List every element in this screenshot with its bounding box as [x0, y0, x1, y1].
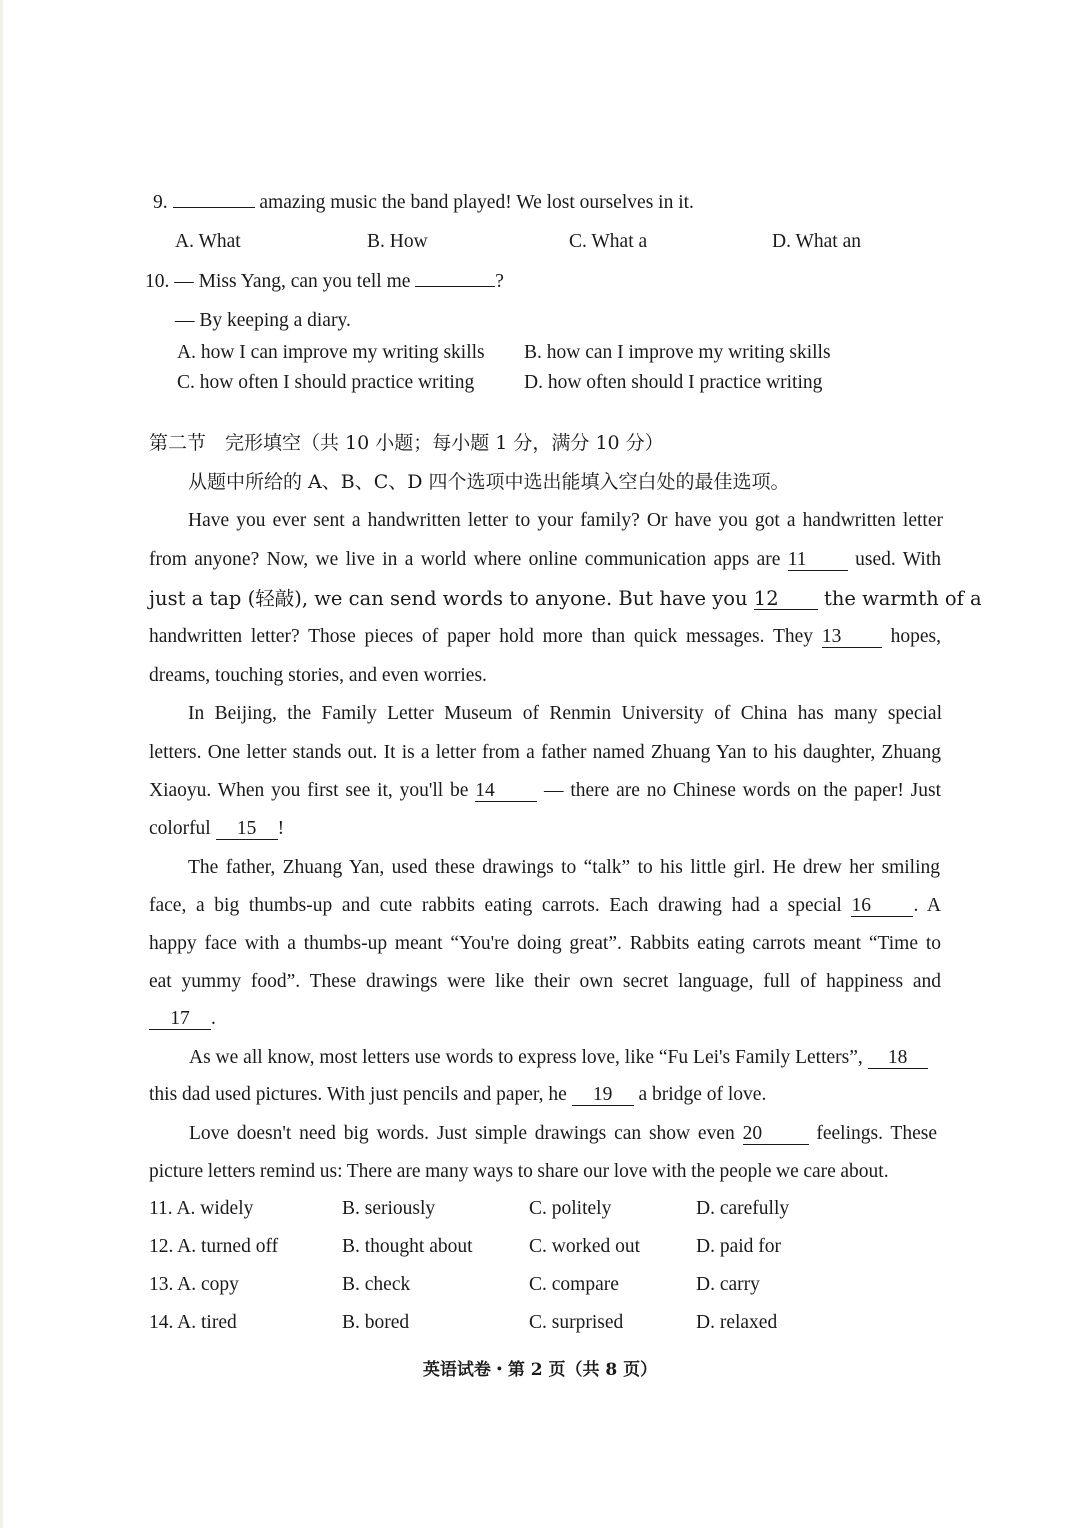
blank-15: 15 — [216, 819, 278, 840]
q10-blank — [415, 286, 495, 287]
blank-14: 14 — [475, 781, 537, 802]
passage-text: colorful — [149, 818, 211, 839]
q10-option-a: A. how I can improve my writing skills — [177, 342, 485, 363]
passage-line: The father, Zhuang Yan, used these drawings to “talk” to his little girl. He drew her smiling — [188, 857, 940, 878]
q9-blank — [173, 207, 255, 208]
passage-line — [149, 587, 982, 611]
option-12-d: D. paid for — [696, 1236, 782, 1257]
blank-12: 12 — [754, 589, 818, 610]
q10-reply: — By keeping a diary. — [175, 310, 351, 331]
question-10 — [145, 270, 504, 294]
question-9 — [153, 191, 694, 215]
passage-line — [149, 548, 941, 572]
passage-text: a bridge of love. — [638, 1084, 767, 1105]
q9-stem: amazing music the band played! We lost ourselves in it. — [259, 192, 694, 213]
blank-19: 19 — [572, 1085, 634, 1106]
option-12-a: 12. A. turned off — [149, 1236, 279, 1257]
q9-option-a: A. What — [175, 231, 241, 252]
blank-13: 13 — [822, 627, 882, 648]
passage-line — [149, 625, 941, 649]
page-footer: 英语试卷・第 2 页（共 8 页） — [422, 1360, 658, 1380]
q10-stem: 10. — Miss Yang, can you tell me — [145, 271, 411, 292]
option-11-d: D. carefully — [696, 1198, 790, 1219]
passage-text: . A — [913, 895, 941, 916]
passage-text: feelings. These — [816, 1123, 937, 1144]
option-14-d: D. relaxed — [696, 1312, 778, 1333]
passage-line: letters. One letter stands out. It is a letter from a father named Zhuang Yan to his daughter, Zhuang — [149, 742, 941, 763]
section-heading: 第二节 完形填空（共 10 小题；每小题 1 分，满分 10 分） — [149, 432, 664, 454]
passage-text: ! — [277, 818, 285, 839]
q10-option-d: D. how often should I practice writing — [524, 372, 823, 393]
q10-option-c: C. how often I should practice writing — [177, 372, 475, 393]
q10-option-b: B. how can I improve my writing skills — [524, 342, 831, 363]
option-11-b: B. seriously — [342, 1198, 436, 1219]
blank-18: 18 — [868, 1048, 928, 1069]
passage-line — [149, 1007, 216, 1031]
passage-line — [189, 1046, 928, 1070]
passage-line: picture letters remind us: There are many ways to share our love with the people we care about. — [149, 1161, 889, 1182]
passage-text: Love doesn't need big words. Just simple drawings can show even — [189, 1123, 735, 1144]
option-13-c: C. compare — [529, 1274, 619, 1295]
option-13-b: B. check — [342, 1274, 411, 1295]
option-12-b: B. thought about — [342, 1236, 473, 1257]
passage-line: Have you ever sent a handwritten letter to your family? Or have you got a handwritten letter — [188, 510, 943, 531]
passage-text: from anyone? Now, we live in a world where online communication apps are — [149, 549, 781, 570]
passage-text: this dad used pictures. With just pencils and paper, he — [149, 1084, 567, 1105]
blank-16: 16 — [851, 896, 913, 917]
passage-text: used. With — [855, 549, 941, 570]
scan-edge — [0, 0, 3, 1528]
passage-line — [149, 779, 941, 803]
q10-stem-end: ? — [495, 271, 504, 292]
q9-number: 9. — [153, 192, 168, 213]
blank-17: 17 — [149, 1009, 211, 1030]
passage-line: dreams, touching stories, and even worries. — [149, 665, 487, 686]
passage-line: eat yummy food”. These drawings were like their own secret language, full of happiness and — [149, 971, 941, 992]
passage-text: — there are no Chinese words on the paper! Just — [544, 780, 942, 801]
blank-11: 11 — [788, 550, 848, 571]
option-11-a: 11. A. widely — [149, 1198, 254, 1219]
section-instruction: 从题中所给的 A、B、C、D 四个选项中选出能填入空白处的最佳选项。 — [188, 471, 790, 493]
q9-option-b: B. How — [367, 231, 428, 252]
passage-text: hopes, — [890, 626, 941, 647]
passage-text: the warmth of a — [823, 587, 982, 610]
passage-line: In Beijing, the Family Letter Museum of Renmin University of China has many special — [188, 703, 942, 724]
passage-text: Xiaoyu. When you first see it, you'll be — [149, 780, 469, 801]
option-14-b: B. bored — [342, 1312, 410, 1333]
passage-line — [149, 894, 941, 918]
option-14-c: C. surprised — [529, 1312, 624, 1333]
blank-20: 20 — [743, 1124, 809, 1145]
passage-line — [189, 1122, 937, 1146]
passage-text: just a tap (轻敲), we can send words to anyone. But have you — [149, 587, 748, 610]
passage-line — [149, 817, 284, 841]
passage-line: happy face with a thumbs-up meant “You're doing great”. Rabbits eating carrots meant “Time to — [149, 933, 941, 954]
option-12-c: C. worked out — [529, 1236, 641, 1257]
option-14-a: 14. A. tired — [149, 1312, 237, 1333]
passage-text: As we all know, most letters use words to express love, like “Fu Lei's Family Letters”, — [189, 1047, 863, 1068]
option-11-c: C. politely — [529, 1198, 612, 1219]
passage-text: handwritten letter? Those pieces of paper hold more than quick messages. They — [149, 626, 814, 647]
q9-option-c: C. What a — [569, 231, 648, 252]
option-13-a: 13. A. copy — [149, 1274, 239, 1295]
option-13-d: D. carry — [696, 1274, 760, 1295]
passage-line — [149, 1083, 766, 1107]
passage-text: . — [211, 1008, 216, 1029]
q9-option-d: D. What an — [772, 231, 861, 252]
passage-text: face, a big thumbs-up and cute rabbits eating carrots. Each drawing had a special — [149, 895, 842, 916]
